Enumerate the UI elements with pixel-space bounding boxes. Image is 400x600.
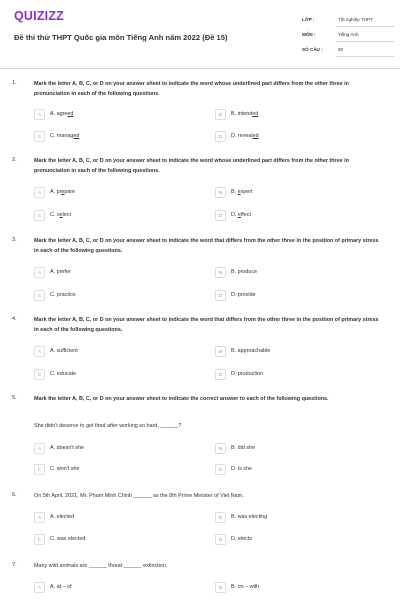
meta-value: 50: [338, 47, 344, 52]
option-letter: B: [215, 346, 226, 357]
option-letter: D: [215, 131, 226, 142]
option-b[interactable]: [215, 512, 365, 523]
option-text: B. produce: [231, 269, 258, 275]
option-letter: C: [34, 131, 45, 142]
option-letter: C: [34, 534, 45, 545]
question-number: 2.: [12, 157, 17, 163]
option-text: A. sufficient: [50, 348, 78, 354]
option-text: A. agreed: [50, 111, 74, 117]
option-text: D. production: [231, 371, 264, 377]
option-letter: A: [34, 109, 45, 120]
question-number: 6.: [12, 492, 17, 498]
option-b[interactable]: [215, 582, 365, 593]
question-sentence: She didn't deserve to get fired after working so hard, ______?: [34, 423, 182, 429]
meta-label: SỐ CÂU :: [302, 47, 323, 52]
option-c[interactable]: [34, 210, 184, 221]
option-letter: A: [34, 582, 45, 593]
question-text: On 5th April, 2021, Mr. Pham Minh Chinh ______ as the 8th Prime Minister of Viet Nam.: [34, 493, 244, 499]
option-text: C. managed: [50, 133, 80, 139]
option-text: C. select: [50, 212, 71, 218]
option-b[interactable]: [215, 109, 365, 120]
meta-label: LỚP :: [302, 17, 315, 22]
question-number: 5.: [12, 395, 17, 401]
meta-value: Tiếng Anh: [338, 32, 359, 37]
option-letter: D: [215, 290, 226, 301]
meta-class: [302, 14, 394, 29]
option-letter: A: [34, 346, 45, 357]
option-letter: D: [215, 210, 226, 221]
option-c[interactable]: [34, 534, 184, 545]
question-text: Many wild animals are ______ threat ______ extinction.: [34, 563, 168, 569]
question-number: 7.: [12, 562, 17, 568]
option-letter: B: [215, 187, 226, 198]
meta-value: Tốt nghiệp THPT: [338, 17, 373, 22]
option-text: B. on – with: [231, 584, 260, 590]
meta-line: [336, 56, 394, 57]
option-text: C. educate: [50, 371, 77, 377]
option-text: A. doesn't she: [50, 445, 84, 451]
question-number: 3.: [12, 237, 17, 243]
option-text: D. elects: [231, 536, 252, 542]
option-letter: B: [215, 267, 226, 278]
meta-subject: [302, 29, 394, 44]
question-text: Mark the letter A, B, C, or D on your answer sheet to indicate the word that differs from the other three in the position of primary stress in each of the following questions.: [34, 238, 379, 254]
option-text: D. provide: [231, 292, 256, 298]
option-letter: B: [215, 443, 226, 454]
option-a[interactable]: [34, 512, 184, 523]
meta-label: MÔN :: [302, 32, 316, 37]
option-a[interactable]: [34, 109, 184, 120]
option-b[interactable]: [215, 187, 365, 198]
question-number: 1.: [12, 80, 17, 86]
option-c[interactable]: [34, 369, 184, 380]
option-text: D. effect: [231, 212, 251, 218]
option-letter: A: [34, 443, 45, 454]
meta-count: [302, 44, 394, 59]
option-b[interactable]: [215, 267, 365, 278]
option-b[interactable]: [215, 443, 365, 454]
option-text: B. did she: [231, 445, 255, 451]
option-d[interactable]: [215, 534, 365, 545]
option-text: C. was elected: [50, 536, 86, 542]
option-d[interactable]: [215, 464, 365, 475]
option-letter: D: [215, 369, 226, 380]
quizizz-logo: QUIZIZZ: [14, 9, 65, 23]
meta-line: [336, 26, 394, 27]
option-letter: B: [215, 582, 226, 593]
option-c[interactable]: [34, 131, 184, 142]
document-title: Đề thi thử THPT Quốc gia môn Tiếng Anh năm 2022 (Đề 15): [14, 33, 228, 42]
option-a[interactable]: [34, 267, 184, 278]
option-letter: C: [34, 290, 45, 301]
option-letter: A: [34, 512, 45, 523]
option-letter: D: [215, 464, 226, 475]
option-b[interactable]: [215, 346, 365, 357]
option-c[interactable]: [34, 464, 184, 475]
option-text: B. was electing: [231, 514, 268, 520]
option-text: A. prepare: [50, 189, 76, 195]
question-text: Mark the letter A, B, C, or D on your answer sheet to indicate the word whose underlined part differs from the other three in pronunciation in each of the following questions.: [34, 158, 349, 174]
option-d[interactable]: [215, 290, 365, 301]
option-text: B. expert: [231, 189, 253, 195]
option-letter: B: [215, 512, 226, 523]
option-d[interactable]: [215, 369, 365, 380]
option-d[interactable]: [215, 210, 365, 221]
option-letter: C: [34, 464, 45, 475]
option-a[interactable]: [34, 346, 184, 357]
worksheet-header: [0, 0, 400, 68]
meta-info: [302, 14, 394, 59]
option-text: A. prefer: [50, 269, 71, 275]
option-text: A. at – of: [50, 584, 72, 590]
option-letter: B: [215, 109, 226, 120]
option-letter: A: [34, 187, 45, 198]
meta-line: [336, 41, 394, 42]
option-d[interactable]: [215, 131, 365, 142]
option-c[interactable]: [34, 290, 184, 301]
header-divider: [0, 68, 400, 69]
option-a[interactable]: [34, 443, 184, 454]
question-text: Mark the letter A, B, C, or D on your answer sheet to indicate the word that differs from the other three in the position of primary stress in each of the following questions.: [34, 317, 379, 333]
option-letter: C: [34, 210, 45, 221]
option-text: B. approachable: [231, 348, 271, 354]
option-text: C. practice: [50, 292, 76, 298]
option-text: D. is she: [231, 466, 252, 472]
option-letter: A: [34, 267, 45, 278]
option-a[interactable]: [34, 187, 184, 198]
question-text: Mark the letter A, B, C, or D on your answer sheet to indicate the word whose underlined part differs from the other three in pronunciation in each of the following questions.: [34, 81, 349, 97]
question-number: 4.: [12, 316, 17, 322]
option-letter: C: [34, 369, 45, 380]
option-text: D. revealed: [231, 133, 259, 139]
option-a[interactable]: [34, 582, 184, 593]
option-text: B. intended: [231, 111, 259, 117]
option-letter: D: [215, 534, 226, 545]
question-text: Mark the letter A, B, C, or D on your answer sheet to indicate the correct answer to each of the following questions.: [34, 396, 329, 402]
option-text: A. elected: [50, 514, 74, 520]
option-text: C. won't she: [50, 466, 80, 472]
